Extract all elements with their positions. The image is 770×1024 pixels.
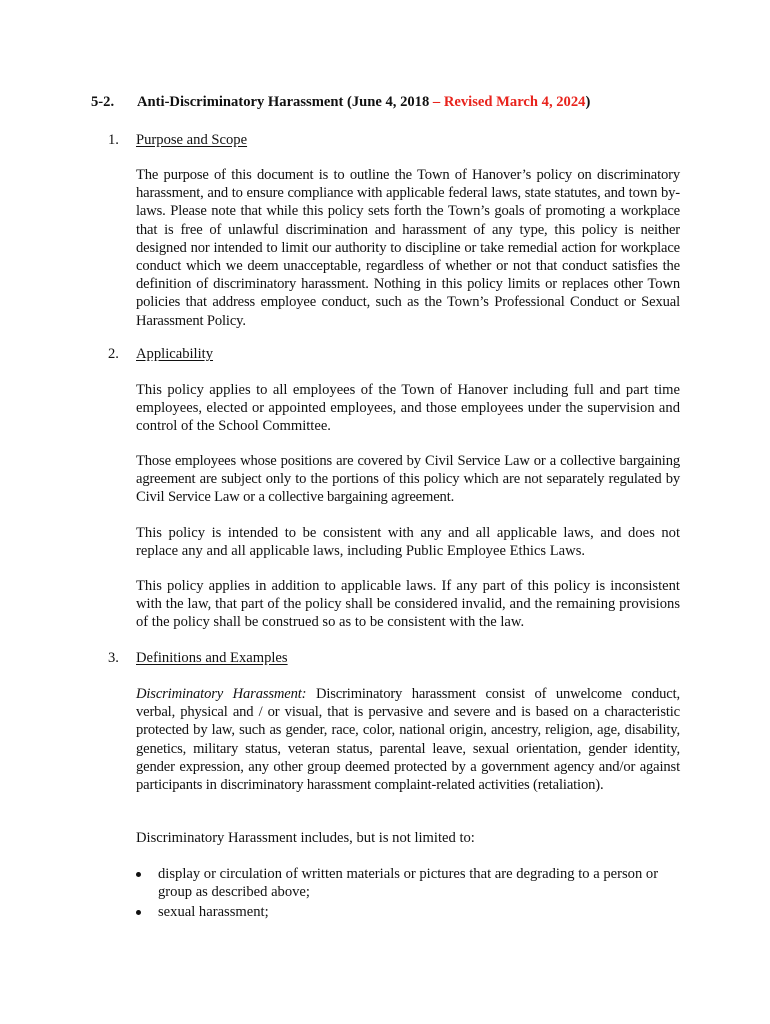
section-title-definitions: Definitions and Examples [136, 650, 288, 666]
section-number: 2. [108, 346, 119, 362]
applicability-paragraph: This policy is intended to be consistent with any and all applicable laws, and does not replace any and all applicable laws, including Public Employee Ethics Laws. [136, 525, 680, 560]
includes-intro: Discriminatory Harassment includes, but is not limited to: [136, 830, 475, 846]
applicability-paragraph: This policy applies in addition to applicable laws. If any part of this policy is inconsistent with the law, that part of the policy shall be considered invalid, and the remaining provisions of the policy shall be construed so as to be consistent with the law. [136, 578, 680, 631]
list-item: sexual harassment; [136, 903, 680, 921]
definition-paragraph [136, 685, 680, 794]
applicability-paragraph: This policy applies to all employees of the Town of Hanover including full and part time employees, elected or appointed employees, and those employees under the supervision and control of the School Committee. [136, 382, 680, 435]
harassment-examples-list [136, 865, 680, 924]
policy-heading [91, 93, 691, 111]
applicability-paragraph: Those employees whose positions are covered by Civil Service Law or a collective bargaining agreement are subject only to the portions of this policy which are not separately regulated by Civil Service Law or a collective bargaining agreement. [136, 453, 680, 506]
policy-title: Anti-Discriminatory Harassment (June 4, 2018 [137, 94, 433, 110]
section-number: 3. [108, 650, 119, 666]
heading-close: ) [585, 94, 591, 110]
bullet-icon [136, 910, 141, 915]
section-title-purpose: Purpose and Scope [136, 132, 248, 148]
section-number: 1. [108, 132, 119, 148]
definition-term: Discriminatory Harassment: [136, 686, 307, 702]
list-item: display or circulation of written materials or pictures that are degrading to a person or group as described above; [136, 865, 680, 901]
policy-number: 5-2. [91, 94, 115, 110]
bullet-icon [136, 872, 141, 877]
definition-text: Discriminatory harassment consist of unwelcome conduct, verbal, physical and / or visual, that is pervasive and severe and is based on a characteristic protected by law, such as gender, race, color, national origin, ancestry, religion, age, disability, genetics, military status, veteran status, parental leave, sexual orientation, gender identity, gender expression, any other group deemed protected by a government agency and/or against participants in discriminatory harassment complaint-related activities (retaliation). [136, 686, 681, 794]
section-title-applicability: Applicability [136, 346, 214, 362]
purpose-paragraph: The purpose of this document is to outline the Town of Hanover’s policy on discriminatory harassment, and to ensure compliance with applicable federal laws, state statutes, and town by-laws. Please note that while this policy sets forth the Town’s goals of promoting a workplace that is free of unlawful discrimination and harassment of any type, this policy is neither designed nor intended to limit our authority to discipline or take remedial action for workplace conduct which we deem unacceptable, regardless of whether or not that conduct satisfies the definition of discriminatory harassment. Nothing in this policy limits or replaces other Town policies that address employee conduct, such as the Town’s Professional Conduct or Sexual Harassment Policy. [136, 167, 680, 329]
revision-note: – Revised March 4, 2024 [432, 94, 586, 110]
